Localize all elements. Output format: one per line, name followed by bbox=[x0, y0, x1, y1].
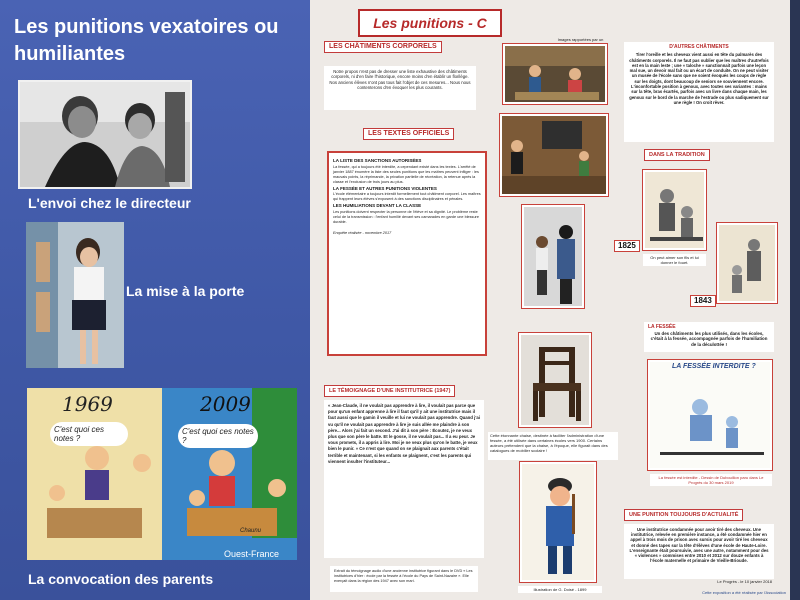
porte-photo-illustration bbox=[26, 222, 124, 368]
left-panel-title: Les punitions vexatoires ou humiliantes bbox=[14, 16, 279, 65]
section-textes-heading: LES TEXTES OFFICIELS bbox=[363, 128, 454, 140]
illustration-figure bbox=[520, 462, 596, 582]
temoignage-text: « Jean-Claude, il ne voulait pas apprendre à lire, il voulait pas parce que pour qu'un enfant apprenne à lire il faut qu'il y ait une institutrice mais il faut aussi que le gamin il veuille et lui ne voulait pas apprendre. Quand j'ai vu qu'il ne voulait pas apprendre à lire je suis allée me plaindre à son père... Alors j'ai fait un second. J'ai dit à son père : Écoutez, je ne veux plus que son père le batte. Et le gosse, il ne voulait pas... Il a eu peur. Je vous promets, il a appris à lire. Moi je ne veux plus qu'on le batte, je veux bien le punir. » Ce n'est que quand on se plaignait aux parents c'était terrible et maintenant, si les enfants se plaignent, c'est les parents qui viennent insulter l'instituteur... bbox=[324, 400, 484, 558]
footer-note: Cette exposition a été réalisée par l'Association bbox=[702, 590, 786, 595]
section-actualite-heading: UNE PUNITION TOUJOURS D'ACTUALITÉ bbox=[624, 509, 743, 521]
tradition-engraving-1825-illustration bbox=[645, 172, 706, 250]
photo-note: Images rapportées par un bbox=[557, 37, 604, 42]
chair-caption: Cette étonnante chaise, destinée à faciliter l'administration d'une fessée, a été utilisée dans certaines écoles vers 1900. Certains auteurs prétendent que la chaise, à l'époque, elle figurait dans des catalogues de mobilier scolaire ! bbox=[488, 432, 618, 460]
official-texts-box bbox=[327, 151, 487, 356]
tradition-engraving-1843-illustration bbox=[719, 225, 777, 303]
classroom-photo-2 bbox=[500, 114, 608, 196]
fessee-chair-illustration bbox=[521, 335, 591, 427]
porte-photo bbox=[26, 222, 124, 368]
classroom-photo-1-illustration bbox=[505, 46, 607, 104]
cartoon-speech-left: C'est quoi ces notes ? bbox=[50, 422, 128, 446]
directeur-photo-illustration bbox=[20, 82, 190, 187]
cartoon-year-2009: 2009 bbox=[200, 392, 251, 416]
autres-chatiments-box bbox=[624, 42, 774, 142]
fessee-drawing-title: LA FESSÉE INTERDITE ? bbox=[672, 363, 756, 370]
section-tradition-heading: DANS LA TRADITION bbox=[644, 149, 710, 161]
caption-parents: La convocation des parents bbox=[28, 571, 214, 587]
fessee-chair-photo bbox=[519, 333, 591, 427]
cartoon-signature: Chaunu bbox=[240, 528, 262, 534]
cartoon-publisher: Ouest-France bbox=[224, 549, 280, 559]
year-1825: 1825 bbox=[614, 240, 640, 252]
actualite-source: Le Progrès - le 10 janvier 2018 bbox=[717, 579, 772, 584]
cartoon-year-1969: 1969 bbox=[62, 392, 113, 416]
official-heading-2: LA FESSÉE ET AUTRES PUNITIONS VIOLENTES bbox=[333, 185, 437, 191]
fessee-text: Un des châtiments les plus utilisés, dans les écoles, c'était à la fessée, accompagnée parfois de l'humiliation de la déculottée ! bbox=[650, 330, 768, 347]
intro-text: Notre propos n'est pas de dresser une liste exhaustive des châtiments corporels, ni d'en faire l'historique, encore moins d'en établir un florilège. Nos anciens élèves n'ont pas tous fait l'objet de ces mesures... Nous nous contenterons d'en évoquer les plus courants. bbox=[324, 66, 476, 110]
year-1843: 1843 bbox=[690, 295, 716, 307]
actualite-text: Une institutrice condamnée pour avoir tiré des cheveux. Une institutrice, relevée en première instance, a été condamnée hier en appel à trois mois de prison avec sursis pour avoir tiré les cheveux et donné des tapes sur la tête d'élèves d'une école de Haute-Loire. L'enseignante était poursuivie, avec une autre, notamment pour des « violences » commises entre 2010 et 2012 sur douze enfants à l'école maternelle et primaire de Vieille-Brioude. bbox=[624, 524, 774, 579]
tradition-engraving-1825 bbox=[643, 170, 706, 250]
fessee-drawing bbox=[648, 360, 772, 470]
section-chatiments-heading: LES CHÂTIMENTS CORPORELS bbox=[324, 41, 442, 53]
section-temoignage-heading: LE TÉMOIGNAGE D'UNE INSTITUTRICE (1947) bbox=[324, 385, 455, 397]
classroom-photo-1 bbox=[503, 44, 607, 104]
official-heading-1: LA LISTE DES SANCTIONS AUTORISÉES bbox=[333, 158, 422, 163]
classroom-photo-2-illustration bbox=[502, 116, 608, 196]
illustration-figure-drawing bbox=[522, 464, 596, 582]
fessee-drawing-illustration bbox=[650, 362, 772, 470]
official-paragraph-3: Les punitions doivent respecter la personne de l'élève et sa dignité. Le problème reste celui de la transmission : l'enfant humilié devant ses camarades en garde une blessure durable. bbox=[333, 210, 479, 224]
corner-punishment-photo bbox=[522, 205, 584, 308]
tradition-caption: On peut aimer son fils et lui donner le fouet. bbox=[643, 254, 706, 266]
cartoon-speech-right: C'est quoi ces notes ? bbox=[178, 424, 258, 448]
autres-chatiments-heading: D'AUTRES CHÂTIMENTS bbox=[669, 44, 729, 50]
fessee-heading: LA FESSÉE bbox=[648, 324, 676, 330]
corner-punishment-illustration bbox=[524, 207, 584, 308]
temoignage-source: Extrait du témoignage audio d'une ancienne institutrice figurant dans le DVD « Les institutrices d'hier : école par la fessée à l'école du Pays de Saint-Nazaire ». Elle exerçait dans la région des 1947 avec son mari. bbox=[330, 566, 478, 592]
official-source: Enquête réalisée - novembre 2017 bbox=[333, 230, 392, 235]
official-heading-3: LES HUMILIATIONS DEVANT LA CLASSE bbox=[333, 203, 422, 209]
right-panel-title: Les punitions - C bbox=[358, 9, 502, 37]
fessee-box bbox=[644, 322, 774, 352]
caption-directeur: L'envoi chez le directeur bbox=[28, 195, 191, 211]
official-paragraph-2: L'école élémentaire a toujours interdit formellement tout châtiment corporel. Les maîtres qui frappent leurs élèves s'exposent à des sanctions disciplinaires et pénales. bbox=[333, 192, 481, 202]
official-paragraph-1: La fessée, qui a toujours été interdite, a cependant existé dans les textes. L'arrêté de janvier 1887 énumère la liste des seules punitions que les maîtres peuvent infliger : les mauvais points, la réprimande, la privation partielle de récréation, la retenue après la classe et l'exclusion de trois jours au plus. bbox=[333, 164, 479, 184]
caption-porte: La mise à la porte bbox=[126, 283, 245, 299]
autres-chatiments-text: Tirer l'oreille et les cheveux vient aussi en tête du palmarès des châtiments corporels. Il ne faut pas oublier que les maîtres d'autrefois est en la main leste ; une « taloche » sanctionnait parfois une leçon mal sue, un devoir mal fait ou un écart de conduite. On ne peut visiter un musée de l'école sans que ne soient évoqués les coups de règle sur les doigts, dont beaucoup de seniors se souviennent encore. L'inconfortable position à genoux, avec toutes ses variantes : mains sur la tête, bras écartés, parfois avec un livre dans chaque main, les genoux sur le bord de la marche de l'estrade ou plus sadiquement sur une règle ! On croit rêver. bbox=[629, 52, 769, 105]
fessee-drawing-caption: La fessée est interdite - Dessin de Dubouillon paru dans Le Progrès du 30 mars 2019 bbox=[650, 474, 772, 486]
directeur-photo bbox=[18, 80, 192, 189]
figure-caption: Illustration de G. Doisé - 1899 bbox=[518, 586, 602, 593]
tradition-engraving-1843 bbox=[717, 223, 777, 303]
